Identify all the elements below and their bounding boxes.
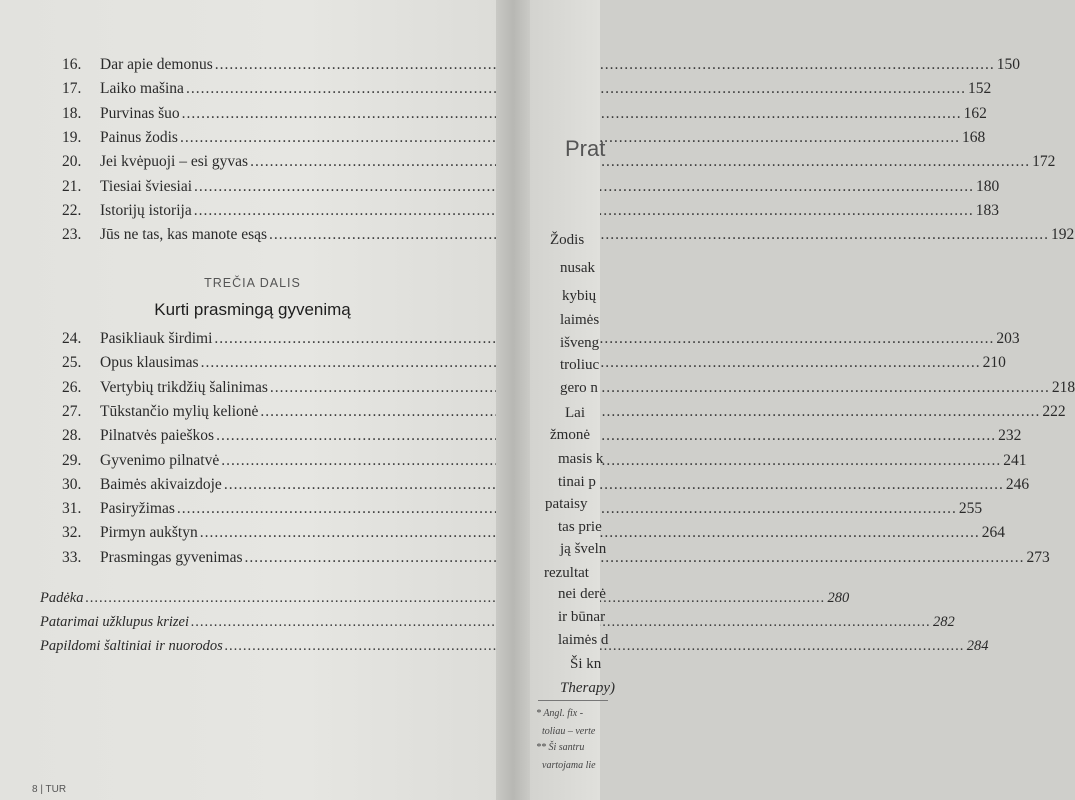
toc-entry-number: 25. [62,354,82,372]
toc-entry-number: 27. [62,402,82,420]
toc-entry-title: Padėka [40,590,84,606]
toc-entry-page: 152 [967,80,992,98]
toc-entry-title: Pirmyn aukštyn [100,524,198,542]
right-page-text-line: Ši kn [570,656,602,672]
footnote-line: vartojama lie [542,760,596,771]
toc-leader-dots [260,403,1040,421]
right-page-text-line: Lai [565,405,585,421]
right-page-text-line: gero n [560,380,598,396]
toc-entry-page: 210 [982,354,1006,372]
toc-entry-number: 22. [62,201,82,219]
toc-entry-page: 172 [1032,153,1056,171]
toc-leader-dots [250,153,1030,171]
toc-entry-number: 23. [62,226,82,244]
right-page-text-line: pataisy [545,496,588,512]
right-page-text-line: masis k [558,451,604,467]
toc-entry-title: Purvinas šuo [100,104,180,122]
toc-entry-title: Tiesiai šviesiai [100,177,193,195]
toc-entry-page: 284 [966,638,989,654]
toc-leader-dots [224,476,1004,494]
toc-entry-page: 280 [827,590,850,606]
toc-entry-title: Istorijų istorija [100,201,192,219]
right-page-text-line: nei derė [558,586,606,602]
page-footer: 8 | TUR [32,784,67,795]
right-page-text-line: ją šveln [560,541,607,557]
toc-entry-title: Painus žodis [100,128,178,146]
toc-leader-dots [221,452,1001,470]
toc-entry-title: Jūs ne tas, kas manote esąs [100,226,268,244]
right-page-text-line: troliuc [560,357,600,373]
toc-leader-dots [269,226,1049,244]
toc-entry [62,177,1000,200]
toc-entry-title: Papildomi šaltiniai ir nuorodos [40,638,223,654]
toc-entry [62,153,1056,175]
right-page-text-line: kybių [562,288,597,304]
toc-entry-number: 21. [62,177,82,195]
toc-entry-number: 20. [62,153,82,171]
toc-leader-dots [214,330,994,348]
toc-entry-title: Pasiryžimas [100,500,175,518]
toc-entry [62,80,992,102]
toc-entry-title: Vertybių trikdžių šalinimas [100,378,268,396]
toc-leader-dots [216,427,996,445]
toc-entry-page: 192 [1051,226,1075,244]
right-page-text-line: Žodis [550,232,585,248]
toc-entry-page: 232 [998,427,1022,445]
toc-entry-page: 255 [958,500,983,518]
right-page [530,0,615,800]
toc-entry-number: 16. [62,56,82,73]
footnote-line: toliau – verte [542,726,596,737]
right-page-text-line: laimės d [558,632,609,648]
toc-entry-number: 31. [62,500,82,518]
toc-entry [62,56,1021,78]
toc-entry-number: 17. [62,80,82,98]
toc-entry-page: 241 [1003,451,1027,469]
toc-entry-page: 162 [963,104,987,122]
toc-entry-title: Opus klausimas [100,354,199,372]
right-page-text-line: tinai p [558,474,596,490]
toc-entry-page: 203 [996,330,1020,347]
right-page-text-line: rezultat [544,565,589,581]
footnote-divider [538,700,608,701]
toc-entry-title: Pilnatvės paieškos [100,427,215,445]
footnote-line: ** Ši santru [536,742,585,753]
toc-entry-page: 218 [1051,378,1075,396]
toc-leader-dots [215,56,995,74]
toc-entry-title: Tūkstančio mylių kelionė [100,402,259,420]
toc-entry-number: 18. [62,104,82,122]
right-page-text-line: laimės [560,312,600,328]
toc-leader-dots [245,549,1025,567]
toc-entry-number: 26. [62,378,82,396]
toc-entry-page: 282 [933,614,955,630]
right-page-text-line: ir būnar [558,609,606,625]
toc-entry-page: 222 [1042,402,1066,420]
toc-entry-page: 180 [976,177,1000,195]
toc-entry-page: 168 [961,128,986,146]
toc-entry-number: 32. [62,524,82,542]
toc-entry-title: Laiko mašina [100,80,184,98]
toc-entry-number: 33. [62,548,82,566]
toc-entry-title: Pasikliauk širdimi [100,330,213,347]
right-page-text-line: tas prie [558,519,602,535]
toc-leader-dots [270,379,1050,397]
toc-entry-page: 264 [981,524,1005,542]
toc-entry-title: Baimės akivaizdoje [100,475,222,493]
right-page-text-line: išveng [560,335,600,351]
toc-entry-number: 19. [62,128,82,146]
toc-entry-title: Patarimai užklupus krizei [40,614,190,630]
toc-entry-number: 28. [62,427,82,445]
toc-entry-title: Dar apie demonus [100,56,213,73]
toc-entry-number: 24. [62,330,82,347]
toc-leader-dots [85,590,825,607]
toc-entry-page: 150 [996,56,1021,73]
part-label: TREČIA DALIS [204,276,301,290]
toc-entry-page: 183 [975,201,999,219]
toc-entry [62,104,987,127]
right-page-text-line: nusak [560,260,595,276]
right-page-heading: Prat [565,136,606,161]
footnote-line: * Angl. fix - [536,708,584,719]
toc-entry-number: 29. [62,451,82,469]
right-page-text-line: Therapy) [560,680,615,696]
book-gutter [496,0,534,800]
right-page-text-line: žmonė [550,427,590,443]
part-title: Kurti prasmingą gyvenimą [154,300,351,319]
toc-entry-title: Prasmingas gyvenimas [100,548,243,566]
toc-entry-page: 246 [1005,475,1030,493]
toc-entry-title: Gyvenimo pilnatvė [100,451,220,469]
toc-entry [62,201,999,224]
toc-entry-title: Jei kvėpuoji – esi gyvas [100,153,249,171]
toc-entry-page: 273 [1026,548,1050,566]
toc-entry-number: 30. [62,475,82,493]
